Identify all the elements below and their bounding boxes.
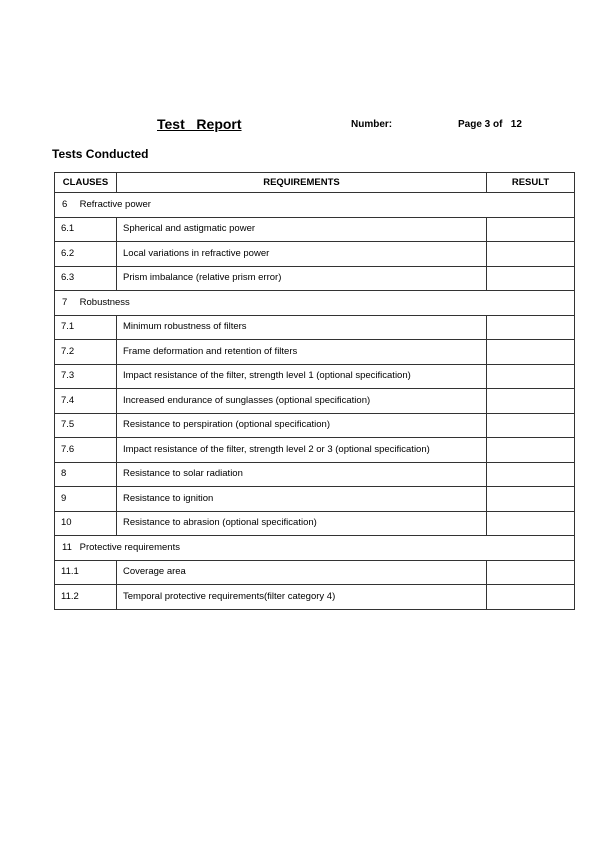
group-row	[55, 291, 575, 316]
result-cell	[487, 487, 575, 512]
group-cell	[55, 536, 575, 561]
clauses-column-header: CLAUSES	[55, 173, 117, 193]
requirement-cell: Temporal protective requirements(filter category 4)	[117, 585, 487, 610]
result-cell	[487, 266, 575, 291]
clause-cell: 7.4	[55, 389, 117, 414]
table-row	[55, 242, 575, 267]
report-title: Test Report	[157, 116, 242, 132]
result-cell	[487, 511, 575, 536]
table-row	[55, 389, 575, 414]
tests-table	[54, 172, 575, 610]
requirement-cell: Increased endurance of sunglasses (optional specification)	[117, 389, 487, 414]
clause-cell: 7.6	[55, 438, 117, 463]
group-label: Robustness	[79, 296, 130, 308]
requirement-cell: Prism imbalance (relative prism error)	[117, 266, 487, 291]
result-cell	[487, 560, 575, 585]
result-cell	[487, 413, 575, 438]
requirement-cell: Minimum robustness of filters	[117, 315, 487, 340]
clause-cell: 6.3	[55, 266, 117, 291]
table-row	[55, 487, 575, 512]
group-number: 6	[62, 198, 68, 210]
result-cell	[487, 315, 575, 340]
table-row	[55, 340, 575, 365]
requirement-cell: Resistance to solar radiation	[117, 462, 487, 487]
table-row	[55, 315, 575, 340]
clause-cell: 11.2	[55, 585, 117, 610]
clause-cell: 8	[55, 462, 117, 487]
group-row	[55, 193, 575, 218]
requirement-cell: Resistance to abrasion (optional specification)	[117, 511, 487, 536]
clause-cell: 7.3	[55, 364, 117, 389]
result-cell	[487, 389, 575, 414]
table-row	[55, 364, 575, 389]
requirement-cell: Impact resistance of the filter, strength level 2 or 3 (optional specification)	[117, 438, 487, 463]
requirement-cell: Frame deformation and retention of filters	[117, 340, 487, 365]
group-row	[55, 536, 575, 561]
table-row	[55, 560, 575, 585]
clause-cell: 7.1	[55, 315, 117, 340]
requirement-cell: Resistance to ignition	[117, 487, 487, 512]
table-row	[55, 511, 575, 536]
table-header-row	[55, 173, 575, 193]
table-row	[55, 266, 575, 291]
group-number: 11	[62, 541, 72, 553]
report-number-label: Number:	[351, 119, 393, 130]
clause-cell: 6.1	[55, 217, 117, 242]
result-cell	[487, 462, 575, 487]
table-row	[55, 217, 575, 242]
result-cell	[487, 438, 575, 463]
clause-cell: 11.1	[55, 560, 117, 585]
group-cell	[55, 291, 575, 316]
table-row	[55, 413, 575, 438]
clause-cell: 7.2	[55, 340, 117, 365]
result-cell	[487, 585, 575, 610]
requirement-cell: Local variations in refractive power	[117, 242, 487, 267]
table-row	[55, 462, 575, 487]
table-row	[55, 438, 575, 463]
result-cell	[487, 340, 575, 365]
result-cell	[487, 217, 575, 242]
clause-cell: 7.5	[55, 413, 117, 438]
clause-cell: 6.2	[55, 242, 117, 267]
table-row	[55, 585, 575, 610]
requirement-cell: Coverage area	[117, 560, 487, 585]
result-column-header: RESULT	[487, 173, 575, 193]
table-body	[55, 193, 575, 610]
group-label: Protective requirements	[79, 541, 180, 553]
report-header	[0, 116, 600, 136]
clause-cell: 9	[55, 487, 117, 512]
requirement-cell: Resistance to perspiration (optional specification)	[117, 413, 487, 438]
group-number: 7	[62, 296, 68, 308]
group-cell	[55, 193, 575, 218]
requirement-cell: Spherical and astigmatic power	[117, 217, 487, 242]
requirements-column-header: REQUIREMENTS	[117, 173, 487, 193]
clause-cell: 10	[55, 511, 117, 536]
page-indicator: Page 3 of 12	[458, 119, 522, 130]
result-cell	[487, 364, 575, 389]
requirement-cell: Impact resistance of the filter, strength level 1 (optional specification)	[117, 364, 487, 389]
group-label: Refractive power	[79, 198, 151, 210]
section-title: Tests Conducted	[52, 147, 149, 161]
result-cell	[487, 242, 575, 267]
